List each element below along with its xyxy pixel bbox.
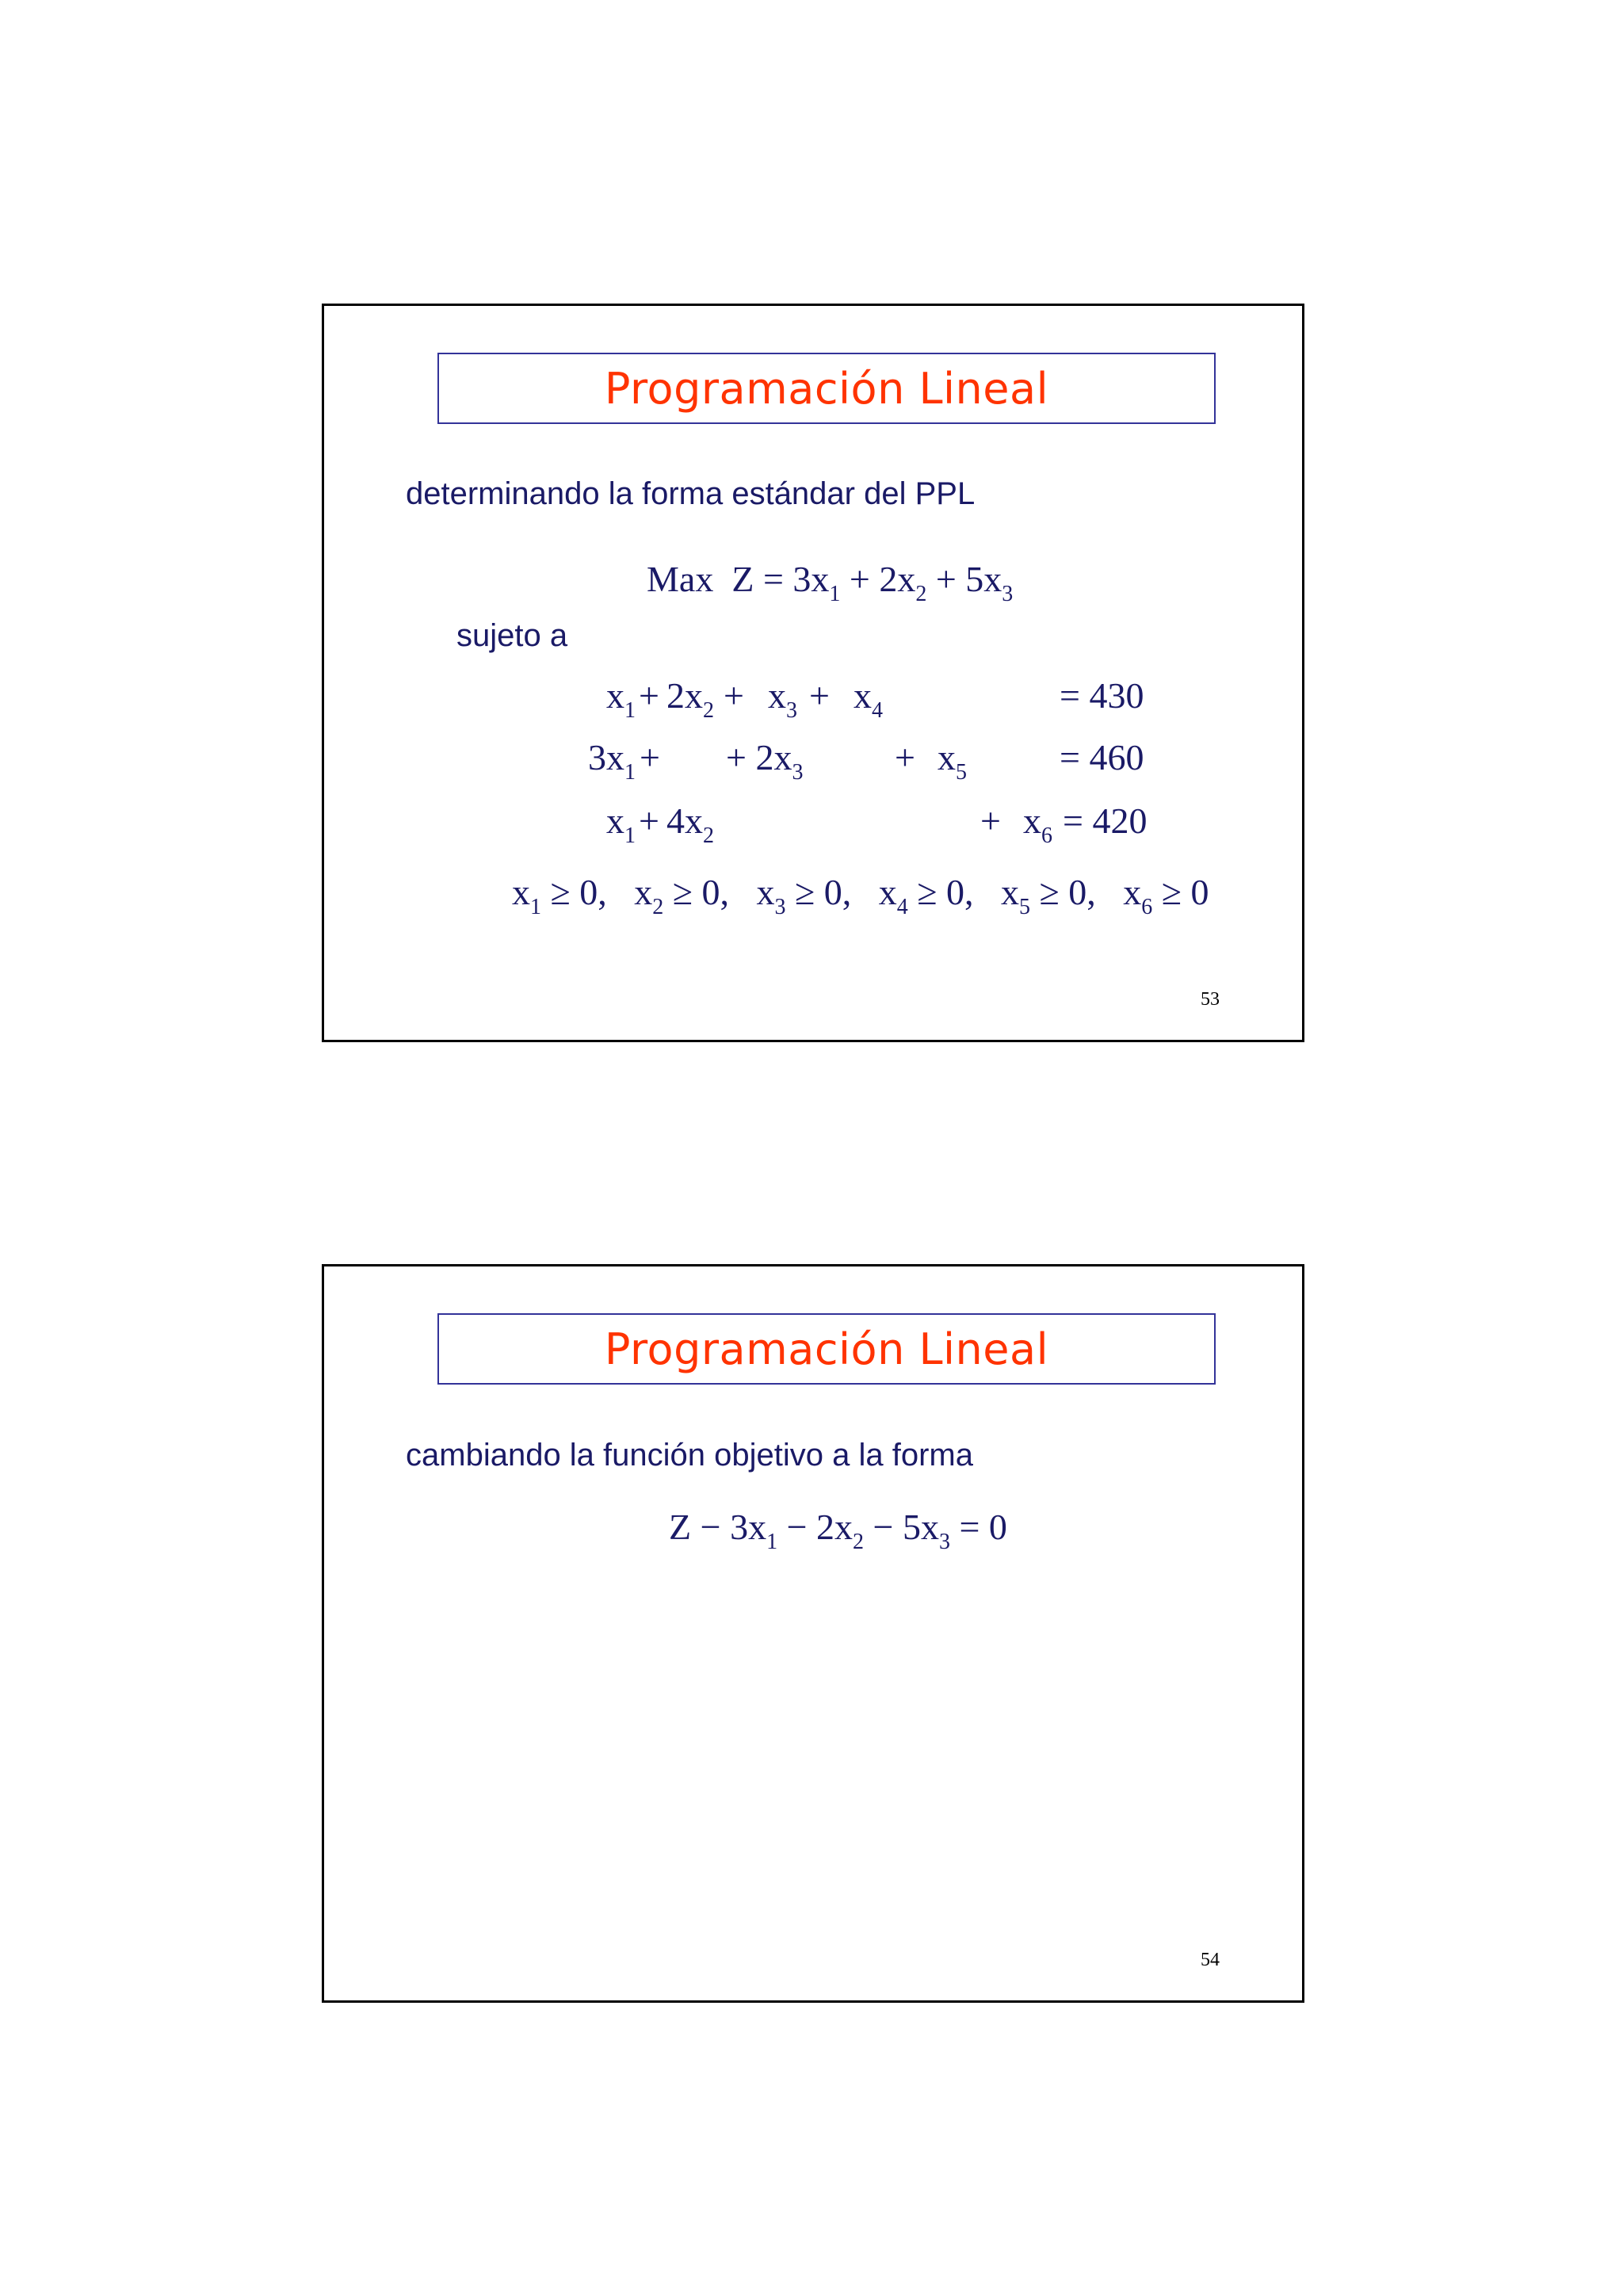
c1-b: $2x_2$ xyxy=(666,675,714,723)
term: 2x xyxy=(879,559,916,599)
c3-rhs: = 420 xyxy=(1063,800,1148,841)
c3-op1: + xyxy=(639,800,659,841)
max-keyword: Max xyxy=(647,559,714,599)
slide-54 xyxy=(322,1264,1304,2003)
objective-function xyxy=(647,559,1014,606)
term: 5x xyxy=(965,559,1002,599)
c1-op2: + xyxy=(724,675,744,716)
c1-rhs: = 430 xyxy=(1060,675,1144,716)
c2-a: $3x_1$ xyxy=(588,737,636,785)
operator: − xyxy=(786,1507,808,1547)
c1-d: $x_4$ xyxy=(854,675,883,723)
nonneg-6: $x_6 \ge 0$ xyxy=(1123,872,1209,919)
term: 5x xyxy=(902,1507,939,1547)
c3-op2: + xyxy=(980,800,1001,841)
subscript: 3 xyxy=(1002,582,1014,606)
operator: − xyxy=(700,1507,721,1547)
subscript: 2 xyxy=(915,582,927,606)
slide-53 xyxy=(322,304,1304,1042)
page-number: 53 xyxy=(1201,989,1220,1010)
nonneg-1: $x_1 \ge 0$, xyxy=(512,872,607,919)
nonneg-4: $x_4 \ge 0$, xyxy=(878,872,974,919)
nonneg-2: $x_2 \ge 0$, xyxy=(634,872,729,919)
equals: = xyxy=(762,559,784,599)
nonneg-5: $x_5 \ge 0$, xyxy=(1001,872,1096,919)
page-number: 54 xyxy=(1201,1950,1220,1970)
slide-title-box xyxy=(437,353,1216,424)
rhs: = 0 xyxy=(959,1507,1007,1547)
operator: − xyxy=(873,1507,894,1547)
term: 3x xyxy=(730,1507,767,1547)
c3-c: $x_6$ xyxy=(1023,800,1052,848)
subscript: 2 xyxy=(853,1530,865,1554)
c1-op1: + xyxy=(639,675,659,716)
objective-equation xyxy=(669,1507,1007,1554)
c2-c: $x_5$ xyxy=(938,737,967,785)
subject-to-label: sujeto a xyxy=(456,618,568,653)
subscript: 3 xyxy=(938,1530,950,1554)
slide-title-box xyxy=(437,1313,1216,1385)
c3-b: $4x_2$ xyxy=(666,800,714,848)
nonneg-3: $x_3 \ge 0$, xyxy=(756,872,852,919)
subscript: 1 xyxy=(829,582,841,606)
slide-title: Programación Lineal xyxy=(604,1324,1049,1374)
c1-c: $x_3$ xyxy=(768,675,797,723)
c2-b: + $2x_3$ xyxy=(726,737,804,785)
operator: + xyxy=(935,559,957,599)
term: 2x xyxy=(816,1507,854,1547)
z-var: Z xyxy=(669,1507,692,1547)
c1-a: $x_1$ xyxy=(606,675,636,723)
c1-op3: + xyxy=(809,675,830,716)
slide-title: Programación Lineal xyxy=(604,363,1049,414)
subscript: 1 xyxy=(766,1530,778,1554)
non-negativity-constraints xyxy=(512,872,1209,919)
c2-op2: + xyxy=(895,737,915,777)
slide-subtitle: determinando la forma estándar del PPL xyxy=(406,476,976,511)
c2-rhs: = 460 xyxy=(1060,737,1144,777)
slide-subtitle: cambiando la función objetivo a la forma xyxy=(406,1438,973,1473)
z-var: Z xyxy=(731,559,754,599)
c3-a: $x_1$ xyxy=(606,800,636,848)
c2-op1: + xyxy=(640,737,660,777)
term: 3x xyxy=(792,559,830,599)
operator: + xyxy=(849,559,870,599)
